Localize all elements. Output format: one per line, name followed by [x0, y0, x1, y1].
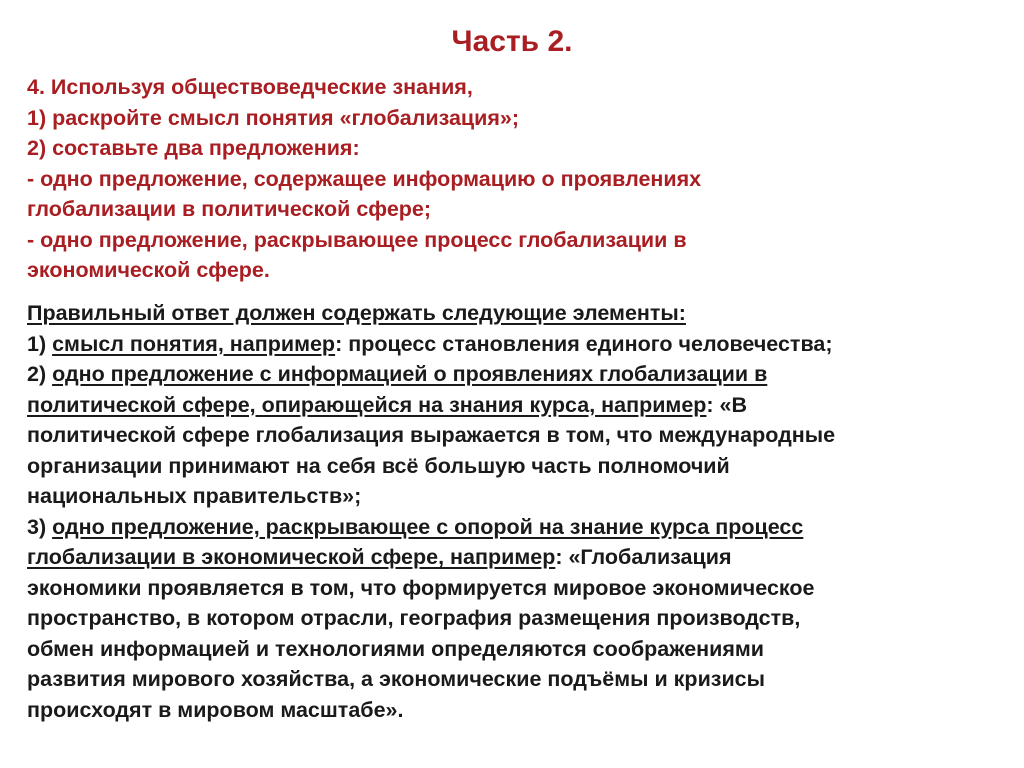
answer-item-3-line: пространство, в котором отрасли, география размещения производств, — [27, 606, 801, 630]
answer-item-3-line — [27, 542, 1007, 573]
item-number: 1) — [27, 331, 53, 356]
answer-item-3-line — [27, 512, 1007, 543]
slide-title: Часть 2. — [451, 25, 573, 58]
answer-item-3-line: развития мирового хозяйства, а экономические подъёмы и кризисы — [27, 667, 766, 691]
item-text: : «Глобализация — [555, 545, 732, 569]
answer-item-3-line: происходят в мировом масштабе». — [27, 697, 404, 722]
task-line: - одно предложение, содержащее информацию о проявлениях — [27, 166, 702, 191]
answer-item-3-line: экономики проявляется в том, что формируется мировое экономическое — [27, 575, 815, 600]
item-number: 3) — [27, 514, 53, 539]
answer-item-2-line — [27, 359, 1007, 390]
answer-heading: Правильный ответ должен содержать следующие элементы: — [27, 301, 686, 325]
answer-block — [27, 298, 1007, 725]
item-label: одно предложение, раскрывающее с опорой на знание курса процесс — [52, 514, 804, 539]
task-block — [27, 72, 1007, 286]
answer-item-1 — [27, 329, 1007, 360]
item-label: политической сфере, опирающейся на знания курса, например — [27, 392, 707, 417]
item-number: 2) — [27, 362, 53, 386]
answer-item-2-line: национальных правительств»; — [27, 484, 362, 508]
task-line: экономической сфере. — [27, 258, 270, 282]
task-line: 2) составьте два предложения: — [27, 136, 360, 160]
task-line: 4. Используя обществоведческие знания, — [27, 75, 473, 99]
answer-item-2-line: политической сфере глобализация выражается в том, что международные — [27, 423, 836, 447]
item-text: : «В — [706, 392, 748, 417]
task-line: - одно предложение, раскрывающее процесс глобализации в — [27, 227, 687, 252]
item-label: смысл понятия, например — [52, 331, 336, 356]
task-line: 1) раскройте смысл понятия «глобализация»; — [27, 105, 520, 130]
item-label: глобализации в экономической сфере, например — [27, 545, 556, 569]
task-line: глобализации в политической сфере; — [27, 197, 432, 221]
answer-item-3-line: обмен информацией и технологиями определяются соображениями — [27, 636, 765, 661]
item-label: одно предложение с информацией о проявлениях глобализации в — [52, 362, 768, 386]
item-text: : процесс становления единого человечества; — [335, 331, 833, 356]
answer-item-2-line: организации принимают на себя всё большую часть полномочий — [27, 453, 730, 478]
answer-item-2-line — [27, 390, 1007, 421]
